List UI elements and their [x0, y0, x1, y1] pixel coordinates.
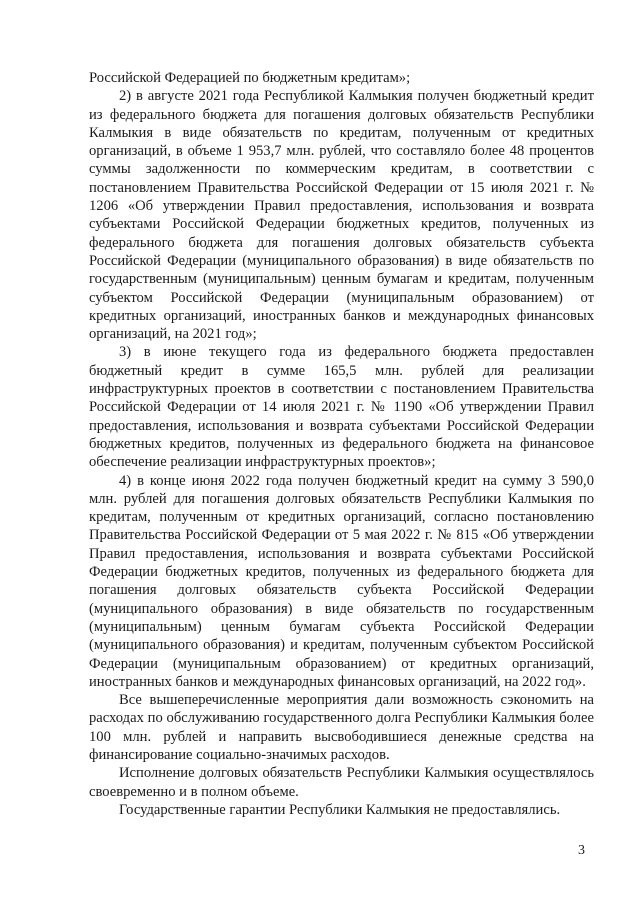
paragraph-item-3: 3) в июне текущего года из федерального бюджета предоставлен бюджетный кредит в сумме 165,5 млн. рублей для реализации инфраструктурных проектов в соответствии с постановлением Правительства Российской Федерации от 14 июля 2021 г. № 1190 «Об утверждении Правил предоставления, использования и возврата субъектами Российской Федерации бюджетных кредитов, полученных из федерального бюджета на финансовое обеспечение реализации инфраструктурных проектов»; [89, 344, 594, 471]
paragraph-summary: Все вышеперечисленные мероприятия дали возможность сэкономить на расходах по обслуживанию государственного долга Республики Калмыкия более 100 млн. рублей и направить высвободившиеся денежные средства на финансирование социально-значимых расходов. [89, 692, 594, 763]
page-number: 3 [578, 843, 585, 858]
paragraph-item-2: 2) в августе 2021 года Республикой Калмыкия получен бюджетный кредит из федерального бюджета для погашения долговых обязательств Республики Калмыкия в виде обязательств по кредитам, полученным от кредитных организаций, в объеме 1 953,7 млн. рублей, что составляло более 48 процентов суммы задолженности по коммерческим кредитам, в соответствии с постановлением Правительства Российской Федерации от 15 июля 2021 г. № 1206 «Об утверждении Правил предоставления, использования и возврата субъектами Российской Федерации бюджетных кредитов, полученных из федерального бюджета для погашения долговых обязательств субъекта Российской Федерации (муниципального образования) в виде обязательств по государственным (муниципальным) ценным бумагам и кредитам, полученным субъектом Российской Федерации (муниципальным образованием) от кредитных организаций, иностранных банков и международных финансовых организаций, на 2021 год»; [89, 88, 594, 343]
paragraph-guarantees: Государственные гарантии Республики Калмыкия не предоставлялись. [119, 801, 561, 818]
document-body [89, 69, 594, 819]
paragraph-continuation: Российской Федерацией по бюджетным кредитам»; [89, 70, 411, 86]
paragraph-debt-execution: Исполнение долговых обязательств Республики Калмыкия осуществлялось своевременно и в полном объеме. [89, 765, 594, 800]
paragraph-item-4: 4) в конце июня 2022 года получен бюджетный кредит на сумму 3 590,0 млн. рублей для погашения долговых обязательств Республики Калмыкия по кредитам, полученным от кредитных организаций, согласно постановлению Правительства Российской Федерации от 5 мая 2022 г. № 815 «Об утверждении Правил предоставления, использования и возврата субъектами Российской Федерации бюджетных кредитов, полученных из федерального бюджета для погашения долговых обязательств субъекта Российской Федерации (муниципального образования) в виде обязательств по государственным (муниципальным) ценным бумагам субъекта Российской Федерации (муниципального образования) и кредитам, полученным субъектом Российской Федерации (муниципальным образованием) от кредитных организаций, иностранных банков и международных финансовых организаций, на 2022 год». [89, 472, 594, 690]
